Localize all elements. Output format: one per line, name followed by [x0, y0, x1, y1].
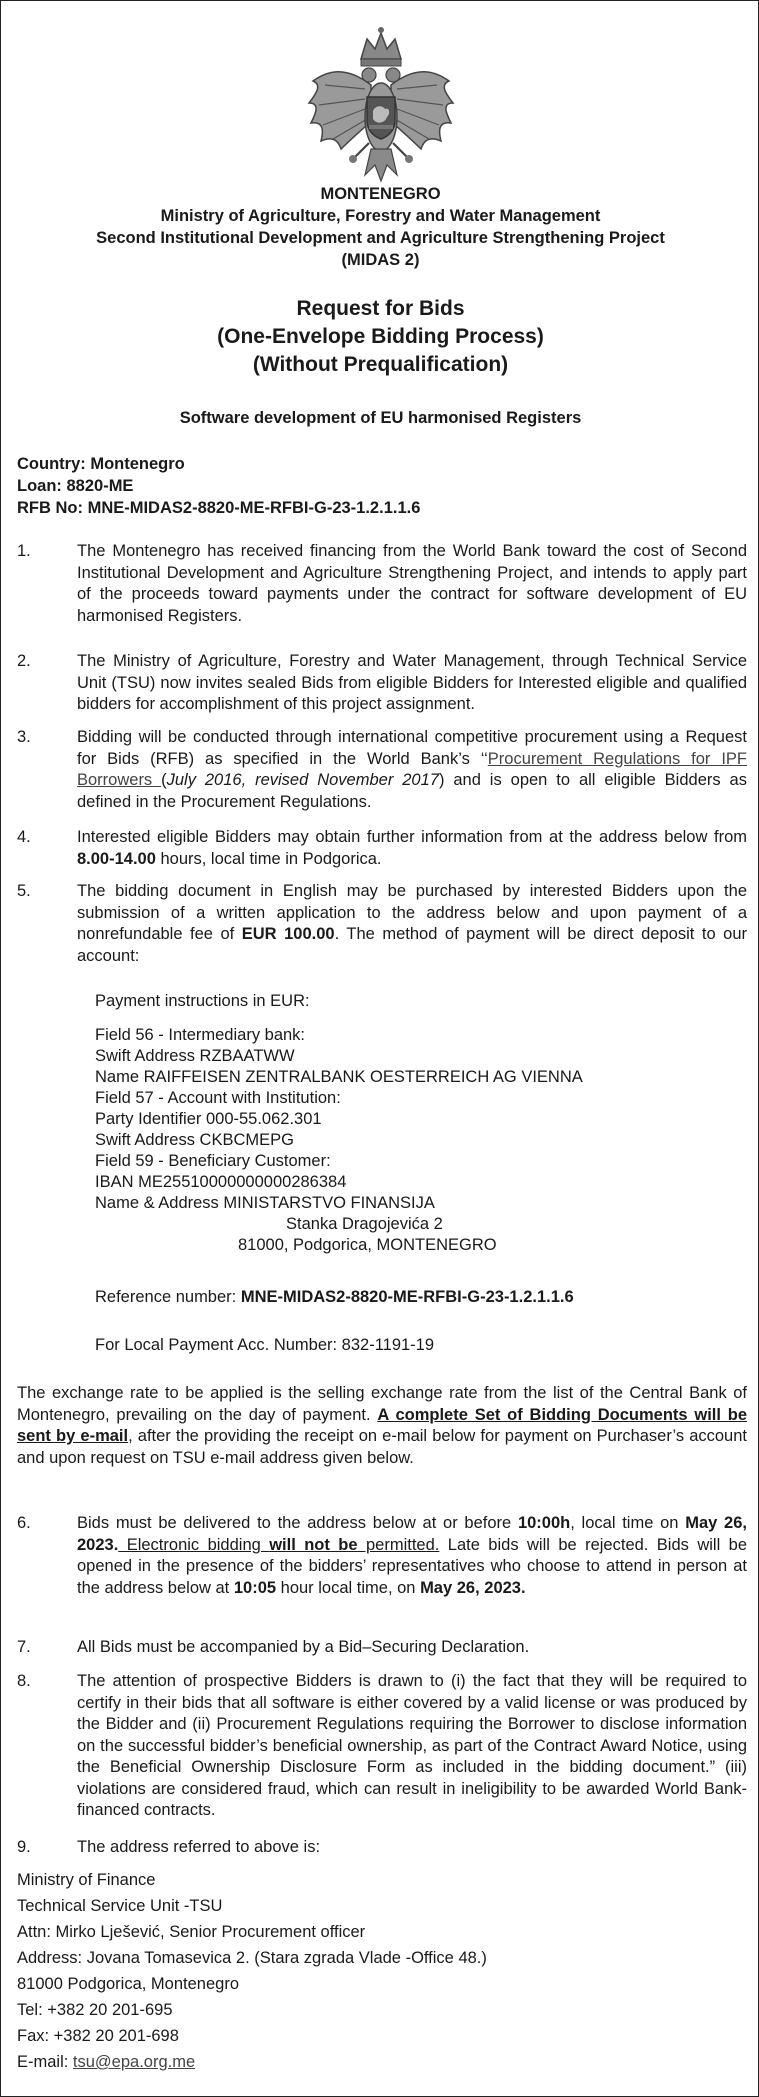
item-text-part: Electronic bidding: [118, 1535, 270, 1554]
reference-value: MNE-MIDAS2-8820-ME-RFBI-G-23-1.2.1.1.6: [240, 1288, 574, 1306]
field-57-label: Field 57 - Account with Institution:: [95, 1089, 341, 1107]
item-text-part: hour local time, on: [276, 1578, 421, 1597]
address-fax: Fax: +382 20 201-698: [17, 2027, 179, 2045]
beneficiary-name: Name & Address MINISTARSTVO FINANSIJA: [95, 1194, 435, 1212]
email-label: E-mail:: [17, 2053, 73, 2071]
reference-label: Reference number:: [95, 1288, 241, 1306]
header-project: Second Institutional Development and Agriculture Strengthening Project: [96, 229, 665, 247]
item-text-part: Bidding will be conducted through international competitive procurement using a Request for Bids (RFB) as specified in the World Bank’s ‘‘: [77, 728, 747, 768]
list-item-7: [17, 1637, 747, 1659]
address-ministry: Ministry of Finance: [17, 1871, 156, 1889]
list-item-5: [17, 881, 747, 967]
item-text-part: Interested eligible Bidders may obtain further information from at the address below from: [77, 828, 747, 846]
beneficiary-city: 81000, Podgorica, MONTENEGRO: [238, 1236, 497, 1254]
party-identifier: Party Identifier 000-55.062.301: [95, 1110, 322, 1128]
meta-country: Country: Montenegro: [17, 455, 185, 473]
item-number: 6.: [17, 1514, 31, 1532]
bank-name-1: Name RAIFFEISEN ZENTRALBANK OESTERREICH AG VIENNA: [95, 1068, 583, 1086]
iban: IBAN ME25510000000000286384: [95, 1173, 347, 1191]
deadline-date: May 26, 2023.: [77, 1514, 747, 1554]
title-line-1: Request for Bids: [296, 297, 465, 320]
item-text: The Montenegro has received financing from the World Bank toward the cost of Second Institutional Development and Agriculture Strengthening Project, and intends to apply part of the proceeds toward payments under the contract for software development of EU harmonised Registers.: [77, 542, 747, 625]
item-text-part: Late bids will be rejected. Bids will be opened in the presence of the bidders’ representatives who choose to attend in person at the address below at: [77, 1535, 748, 1597]
item-text: [77, 827, 747, 870]
list-item-2: [17, 651, 747, 716]
item-text-part: ) and is open to all eligible Bidders as defined in the Procurement Regulations.: [77, 771, 747, 811]
item-text-part: (: [161, 771, 167, 789]
list-item-9: [17, 1837, 747, 1859]
address-attn: Attn: Mirko Lješević, Senior Procurement officer: [17, 1923, 366, 1941]
item-text-part: hours, local time in Podgorica.: [155, 849, 382, 868]
opening-date: May 26, 2023.: [420, 1578, 526, 1597]
item-text-part: will not be: [269, 1535, 358, 1554]
beneficiary-street: Stanka Dragojevića 2: [286, 1215, 443, 1233]
exchange-rate-paragraph: [17, 1383, 747, 1469]
item-number: 7.: [17, 1638, 31, 1656]
item-text: All Bids must be accompanied by a Bid–Securing Declaration.: [77, 1638, 530, 1656]
procurement-regulations-link[interactable]: Procurement Regulations for IPF Borrowers: [77, 749, 747, 789]
header-country: MONTENEGRO: [320, 185, 441, 203]
payment-intro: Payment instructions in EUR:: [95, 992, 310, 1010]
email-link[interactable]: tsu@epa.org.me: [72, 2053, 196, 2071]
item-text-part: . The method of payment will be direct deposit to our account:: [77, 925, 747, 965]
list-item-3: [17, 727, 747, 813]
item-number: 8.: [17, 1672, 31, 1690]
meta-loan: Loan: 8820-ME: [17, 477, 134, 495]
deadline-time: 10:00h: [517, 1514, 571, 1532]
item-text: The attention of prospective Bidders is drawn to (i) the fact that they will be required to certify in their bids that all software is either covered by a valid license or was produced by the Bidder and (ii) Procurement Regulations requiring the Borrower to disclose information on the successful bidder’s beneficial ownership, as part of the Contract Award Notice, using the Beneficial Ownership Disclosure Form as included in the bidding document.” (iii) violations are considered fraud, which can result in ineligibility to be awarded World Bank-financed contracts.: [77, 1672, 747, 1819]
item-text-part: The bidding document in English may be purchased by interested Bidders upon the submission of a written application to the address below and upon payment of a nonrefundable fee of: [77, 882, 747, 943]
local-payment-account: For Local Payment Acc. Number: 832-1191-19: [95, 1336, 435, 1354]
list-item-1: [17, 541, 747, 627]
exchange-text: The exchange rate to be applied is the selling exchange rate from the list of the Central Bank of Montenegro, prevailing on the day of payment.: [17, 1384, 747, 1424]
title-line-2: (One-Envelope Bidding Process): [217, 325, 544, 348]
opening-time: 10:05: [233, 1578, 277, 1597]
address-email: [17, 2049, 195, 2076]
item-number: 1.: [17, 542, 31, 560]
list-item-4: [17, 827, 747, 870]
title-line-3: (Without Prequalification): [252, 353, 509, 376]
item-text: [77, 727, 747, 813]
item-text-italic: July 2016, revised November 2017: [166, 771, 439, 789]
reference-number: [95, 1287, 574, 1308]
field-59-label: Field 59 - Beneficiary Customer:: [95, 1152, 331, 1170]
item-text-part: , local time on: [570, 1514, 686, 1532]
item-number: 3.: [17, 728, 31, 746]
swift-address-2: Swift Address CKBCMEPG: [95, 1131, 294, 1149]
item-text: The address referred to above is:: [77, 1838, 321, 1856]
swift-address-1: Swift Address RZBAATWW: [95, 1047, 295, 1065]
address-tel: Tel: +382 20 201-695: [17, 2001, 173, 2019]
coat-of-arms-icon: [305, 25, 457, 187]
item-text-part: permitted.: [357, 1535, 440, 1554]
address-unit: Technical Service Unit -TSU: [17, 1897, 223, 1915]
subject-heading: Software development of EU harmonised Registers: [179, 409, 582, 427]
item-text-part: Bids must be delivered to the address below at or before: [77, 1514, 518, 1532]
list-item-6: [17, 1513, 747, 1599]
header-ministry: Ministry of Agriculture, Forestry and Water Management: [160, 207, 601, 225]
email-delivery-notice: A complete Set of Bidding Documents will be sent by e-mail: [17, 1405, 747, 1445]
header-acronym: (MIDAS 2): [341, 251, 420, 269]
address-city: 81000 Podgorica, Montenegro: [17, 1975, 239, 1993]
item-text: [77, 881, 747, 967]
field-56-label: Field 56 - Intermediary bank:: [95, 1026, 306, 1044]
item-number: 5.: [17, 882, 31, 900]
item-text: [77, 1513, 747, 1599]
item-text: The Ministry of Agriculture, Forestry and Water Management, through Technical Service Unit (TSU) now invites sealed Bids from eligible Bidders for Interested eligible and qualified bidders for accomplishment of this project assignment.: [77, 652, 747, 713]
exchange-text: , after the providing the receipt on e-mail below for payment on Purchaser’s account and upon request on TSU e-mail address given below.: [17, 1427, 747, 1467]
meta-rfb-number: RFB No: MNE-MIDAS2-8820-ME-RFBI-G-23-1.2.1.1.6: [17, 499, 421, 517]
address-street: Address: Jovana Tomasevica 2. (Stara zgrada Vlade -Office 48.): [17, 1949, 487, 1967]
list-item-8: [17, 1671, 747, 1822]
item-number: 2.: [17, 652, 31, 670]
fee-value: EUR 100.00: [241, 925, 335, 943]
item-number: 9.: [17, 1838, 31, 1856]
hours-value: 8.00-14.00: [77, 849, 156, 868]
item-number: 4.: [17, 828, 31, 846]
